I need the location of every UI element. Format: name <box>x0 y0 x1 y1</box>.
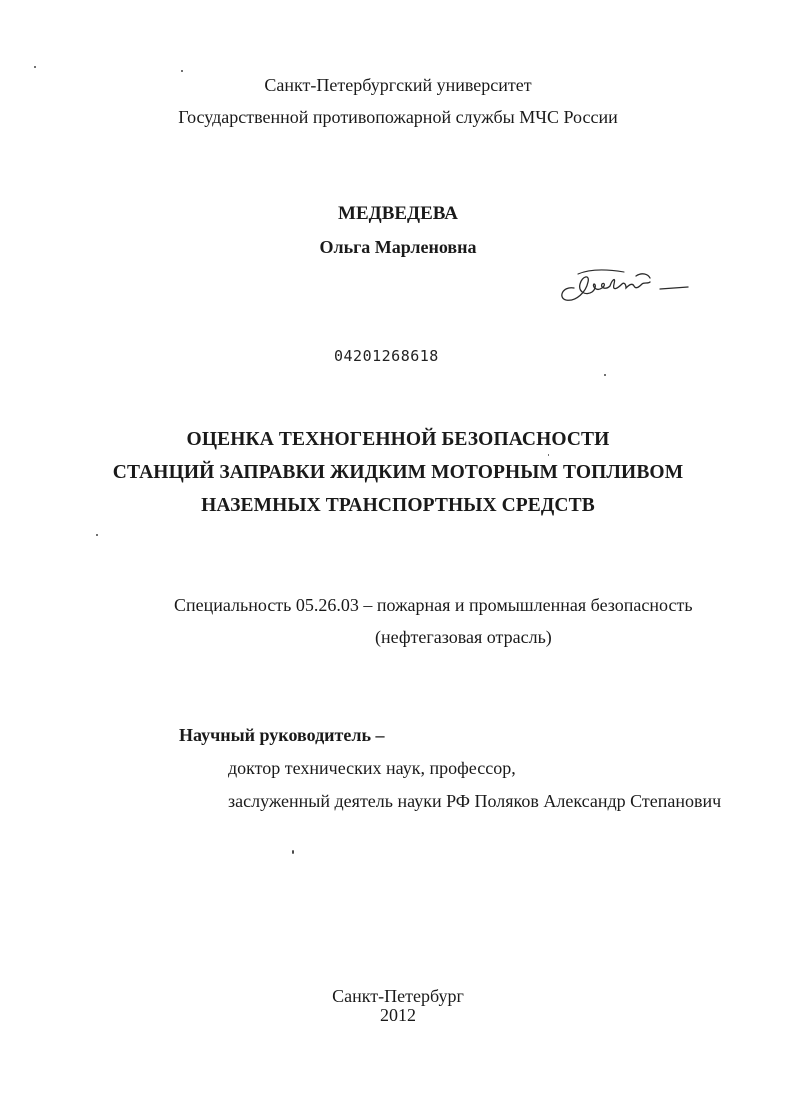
scan-speck <box>604 374 606 376</box>
supervisor-name: заслуженный деятель науки РФ Поляков Александр Степанович <box>228 791 722 811</box>
thesis-title-line-3: НАЗЕМНЫХ ТРАНСПОРТНЫХ СРЕДСТВ <box>201 495 595 516</box>
registration-number: 04201268618 <box>334 347 439 365</box>
author-surname: МЕДВЕДЕВА <box>338 203 458 224</box>
supervisor-degree: доктор технических наук, профессор, <box>228 758 516 778</box>
university-line-1: Санкт-Петербургский университет <box>264 75 532 95</box>
specialty-line-1: Специальность 05.26.03 – пожарная и промышленная безопасность <box>174 595 693 615</box>
author-given-names: Ольга Марленовна <box>319 237 477 257</box>
specialty-line-2: (нефтегазовая отрасль) <box>375 627 552 647</box>
city: Санкт-Петербург <box>332 986 464 1006</box>
scan-speck <box>548 454 549 456</box>
author-signature <box>552 262 692 310</box>
scan-speck <box>96 534 98 536</box>
scan-speck <box>34 66 36 68</box>
scan-speck <box>181 70 183 72</box>
year: 2012 <box>380 1005 416 1025</box>
thesis-title-line-2: СТАНЦИЙ ЗАПРАВКИ ЖИДКИМ МОТОРНЫМ ТОПЛИВОМ <box>112 462 684 483</box>
scan-speck <box>292 850 294 854</box>
university-line-2: Государственной противопожарной службы МЧС России <box>178 107 618 127</box>
thesis-title-line-1: ОЦЕНКА ТЕХНОГЕННОЙ БЕЗОПАСНОСТИ <box>186 429 610 450</box>
supervisor-label: Научный руководитель – <box>179 725 385 745</box>
